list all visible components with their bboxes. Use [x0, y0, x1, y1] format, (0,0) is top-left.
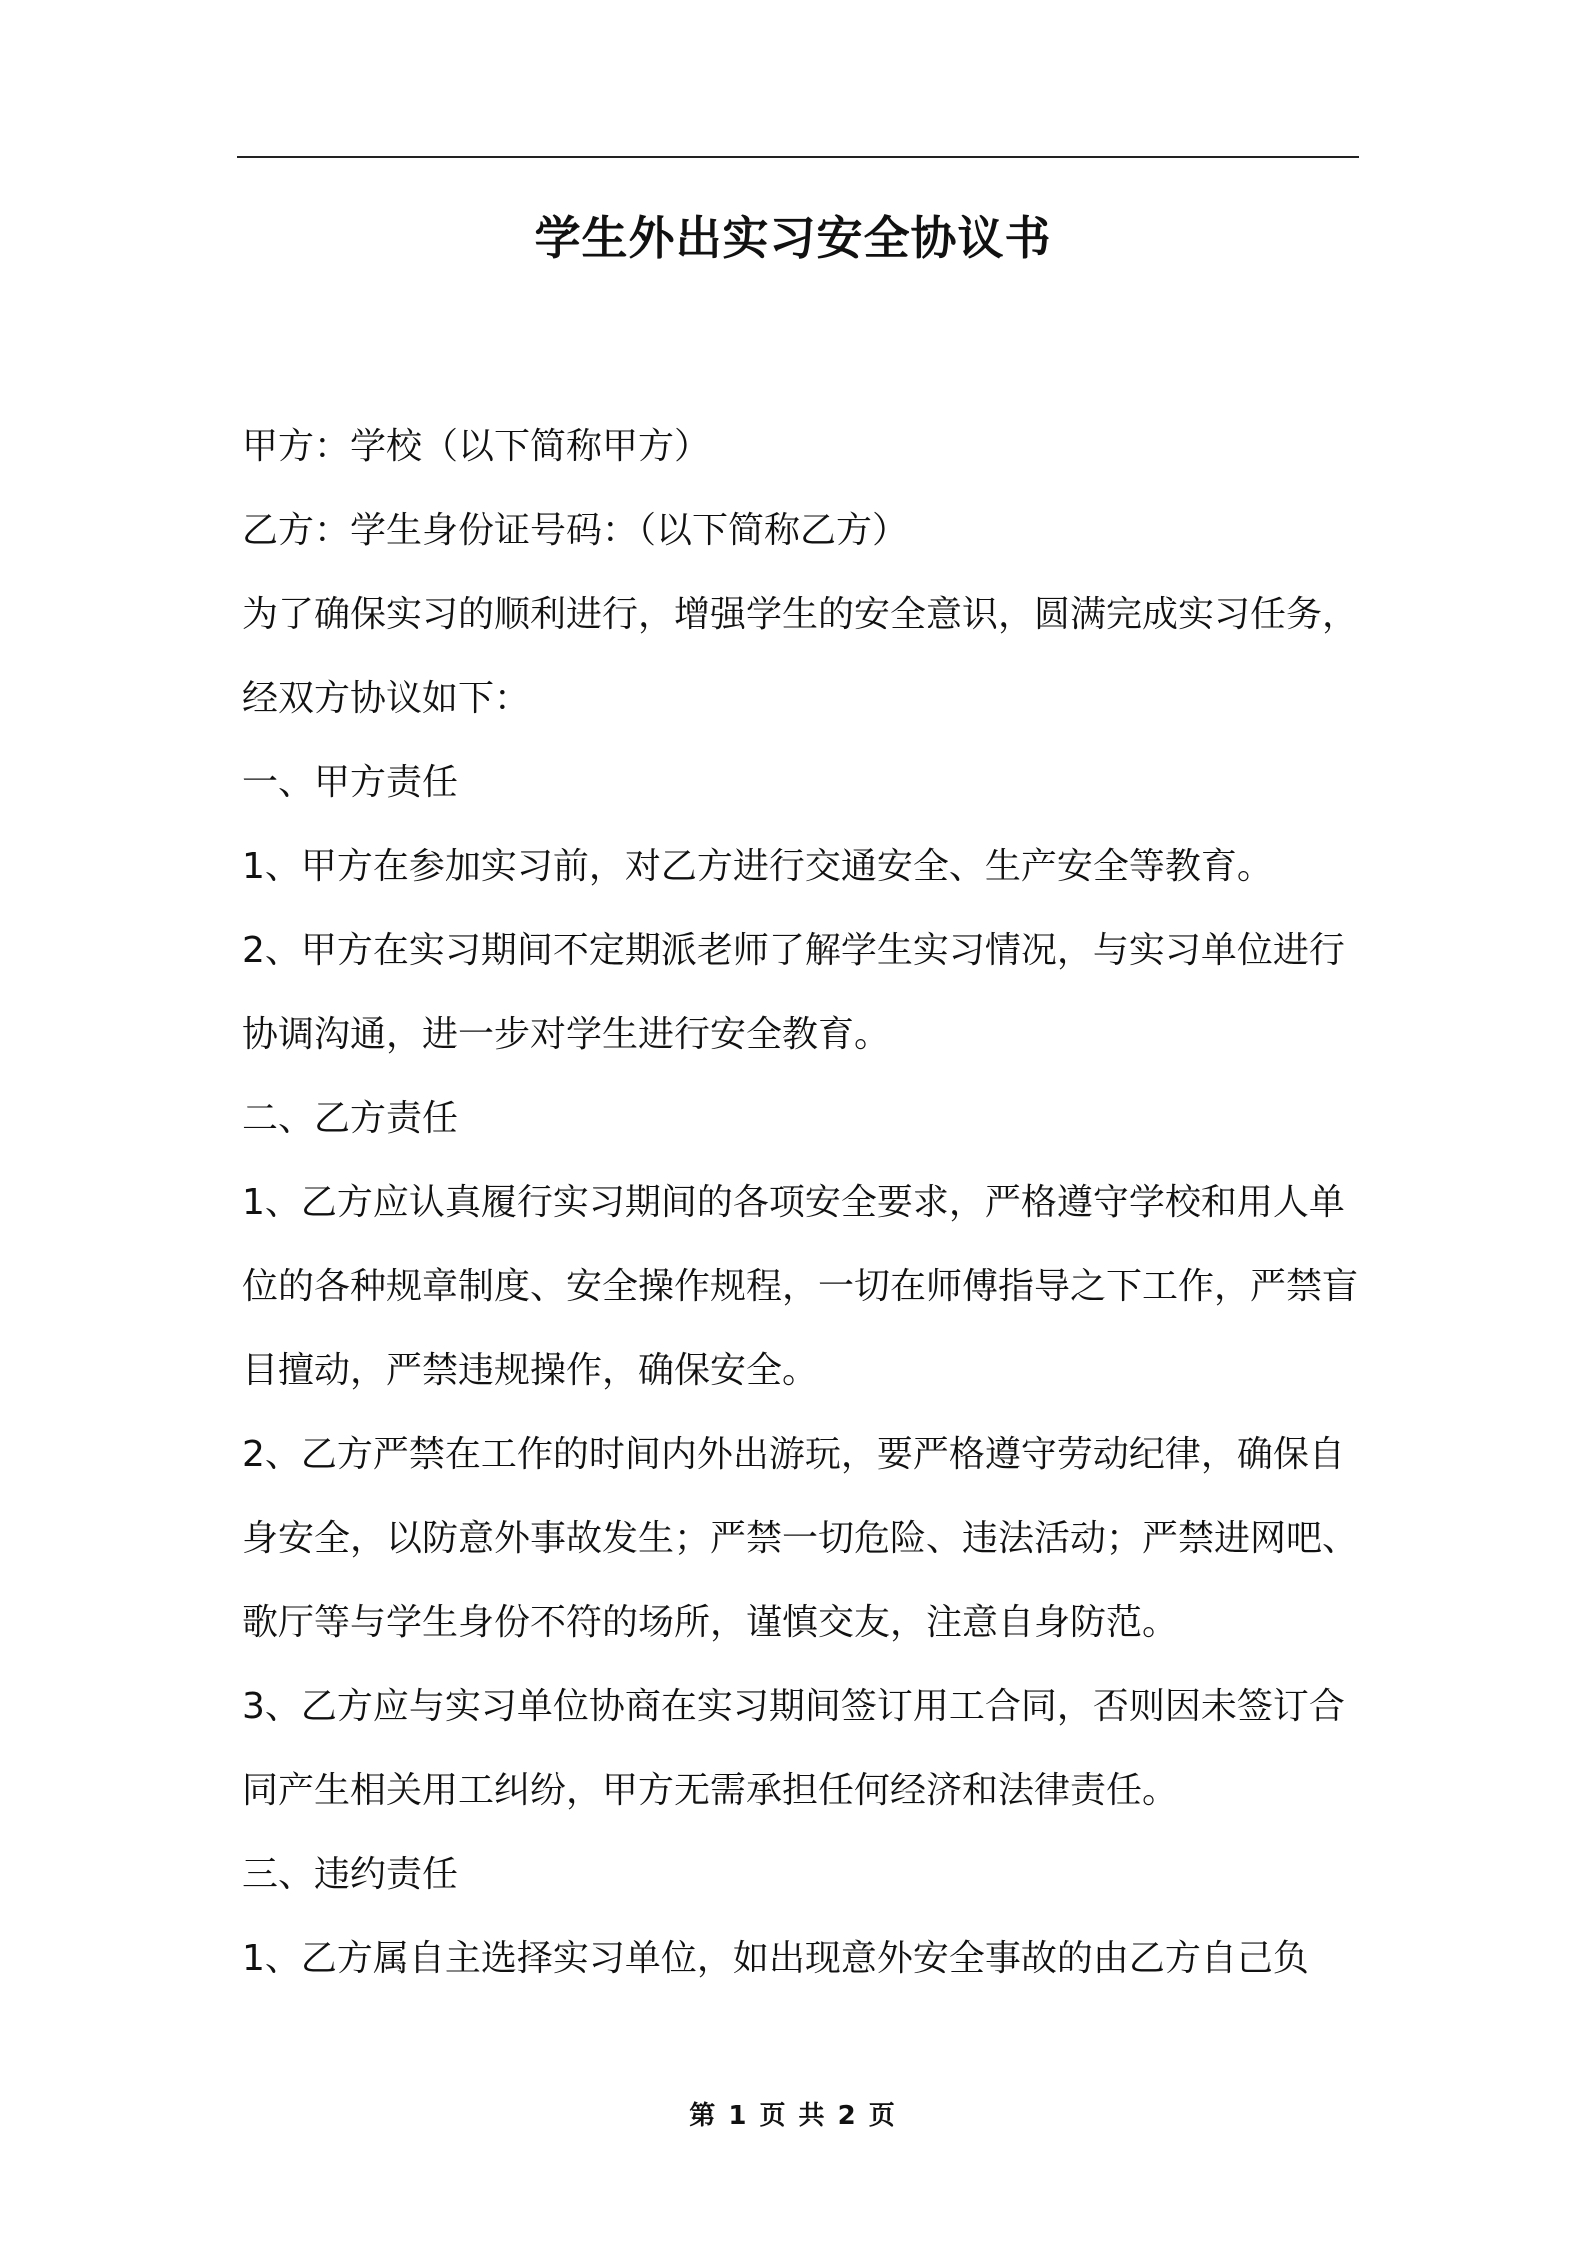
clause-b-1: 1、乙方应认真履行实习期间的各项安全要求，严格遵守学校和用人单位的各种规章制度、安全操作规程，一切在师傅指导之下工作，严禁盲目擅动，严禁违规操作，确保安全。 — [242, 1182, 1359, 1391]
document-body — [242, 405, 1360, 2001]
party-a-line: 甲方：学校（以下简称甲方） — [242, 426, 711, 467]
preamble-paragraph: 为了确保实习的顺利进行，增强学生的安全意识，圆满完成实习任务，经双方协议如下： — [242, 594, 1359, 719]
document-title: 学生外出实习安全协议书 — [534, 211, 1052, 265]
clause-b-3: 3、乙方应与实习单位协商在实习期间签订用工合同，否则因未签订合同产生相关用工纠纷，甲方无需承担任何经济和法律责任。 — [242, 1686, 1345, 1811]
page-number-footer: 第 1 页 共 2 页 — [689, 2101, 897, 2131]
clause-c-1: 1、乙方属自主选择实习单位，如出现意外安全事故的由乙方自己负 — [242, 1938, 1309, 1979]
party-b-line: 乙方：学生身份证号码：（以下简称乙方） — [242, 510, 909, 551]
clause-a-1: 1、甲方在参加实习前，对乙方进行交通安全、生产安全等教育。 — [242, 846, 1273, 887]
section-heading-party-a: 一、甲方责任 — [242, 762, 459, 803]
section-heading-breach: 三、违约责任 — [242, 1854, 459, 1895]
clause-a-2: 2、甲方在实习期间不定期派老师了解学生实习情况，与实习单位进行协调沟通，进一步对学生进行安全教育。 — [242, 930, 1345, 1055]
section-heading-party-b: 二、乙方责任 — [242, 1098, 459, 1139]
clause-b-2: 2、乙方严禁在工作的时间内外出游玩，要严格遵守劳动纪律，确保自身安全，以防意外事故发生；严禁一切危险、违法活动；严禁进网吧、歌厅等与学生身份不符的场所，谨慎交友，注意自身防范。 — [242, 1434, 1359, 1643]
header-rule — [237, 156, 1359, 158]
